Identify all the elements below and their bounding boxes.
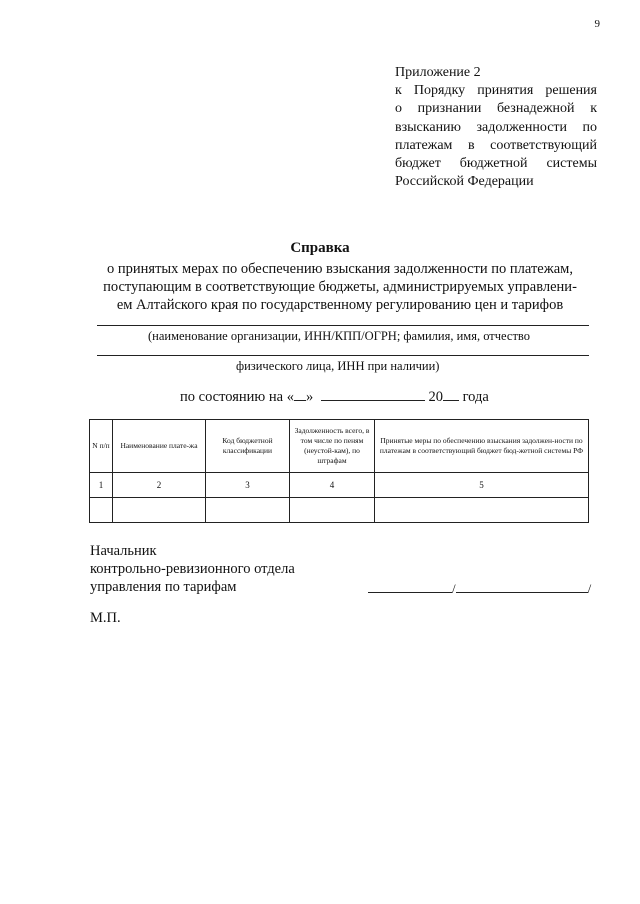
subtitle-line: поступающим в соответствующие бюджеты, администрируемых управлени- — [103, 279, 577, 295]
appendix-note — [395, 64, 597, 191]
organization-name-line — [97, 325, 589, 326]
table-row — [90, 498, 589, 523]
organization-caption: (наименование организации, ИНН/КПП/ОГРН; фамилия, имя, отчество — [148, 329, 530, 343]
name-blank — [456, 580, 588, 593]
appendix-line: Российской Федерации — [395, 174, 534, 190]
appendix-line: платежам в соответствующий — [395, 137, 597, 153]
appendix-line: к Порядку принятия решения — [395, 83, 597, 99]
appendix-line: о признании безнадежной к — [395, 101, 597, 117]
year-blank — [443, 388, 459, 401]
table-row — [90, 473, 589, 498]
signer-line: Начальник — [90, 543, 157, 559]
signature-blank — [368, 580, 452, 593]
day-blank — [294, 388, 306, 401]
signature-separator: / — [452, 581, 456, 596]
column-number: 4 — [290, 473, 375, 498]
appendix-line: взысканию задолженности по — [395, 119, 597, 135]
header-debt: Задолженность всего, в том числе по пеням (неустой-кам), по штрафам — [290, 420, 375, 473]
signer-block — [90, 542, 295, 596]
signature-line — [368, 580, 591, 597]
column-number: 5 — [375, 473, 589, 498]
month-blank — [321, 388, 425, 401]
empty-cell — [113, 498, 206, 523]
empty-cell — [206, 498, 290, 523]
date-suffix: года — [462, 389, 489, 405]
column-number: 2 — [113, 473, 206, 498]
page-number: 9 — [594, 18, 600, 30]
appendix-line: бюджет бюджетной системы — [395, 156, 597, 172]
signer-line: управления по тарифам — [90, 579, 237, 595]
header-budget-code: Код бюджетной классификации — [206, 420, 290, 473]
date-prefix: по состоянию на « — [180, 389, 294, 405]
document-title: Справка — [290, 240, 350, 256]
measures-table — [89, 419, 589, 523]
empty-cell — [375, 498, 589, 523]
empty-cell — [290, 498, 375, 523]
signer-line: контрольно-ревизионного отдела — [90, 561, 295, 577]
subtitle-line: ем Алтайского края по государственному регулированию цен и тарифов — [116, 297, 564, 313]
column-number: 1 — [90, 473, 113, 498]
column-number: 3 — [206, 473, 290, 498]
stamp-place: М.П. — [90, 610, 121, 626]
individual-name-line — [97, 355, 589, 356]
date-line — [180, 388, 489, 406]
table-header-row — [90, 420, 589, 473]
subtitle-line: о принятых мерах по обеспечению взыскания задолженности по платежам, — [107, 261, 573, 277]
appendix-line: Приложение 2 — [395, 65, 481, 80]
header-number: N п/п — [90, 420, 113, 473]
signature-separator: / — [587, 581, 592, 596]
header-payment-name: Наименование плате-жа — [113, 420, 206, 473]
individual-caption: физического лица, ИНН при наличии) — [236, 359, 440, 373]
empty-cell — [90, 498, 113, 523]
date-quote-close: » — [305, 389, 314, 405]
year-prefix: 20 — [428, 389, 443, 405]
document-subtitle — [80, 260, 600, 314]
header-measures: Принятые меры по обеспечению взыскания задолжен-ности по платежам в соответствующий бюджет бюд-жетной системы РФ — [375, 420, 589, 473]
